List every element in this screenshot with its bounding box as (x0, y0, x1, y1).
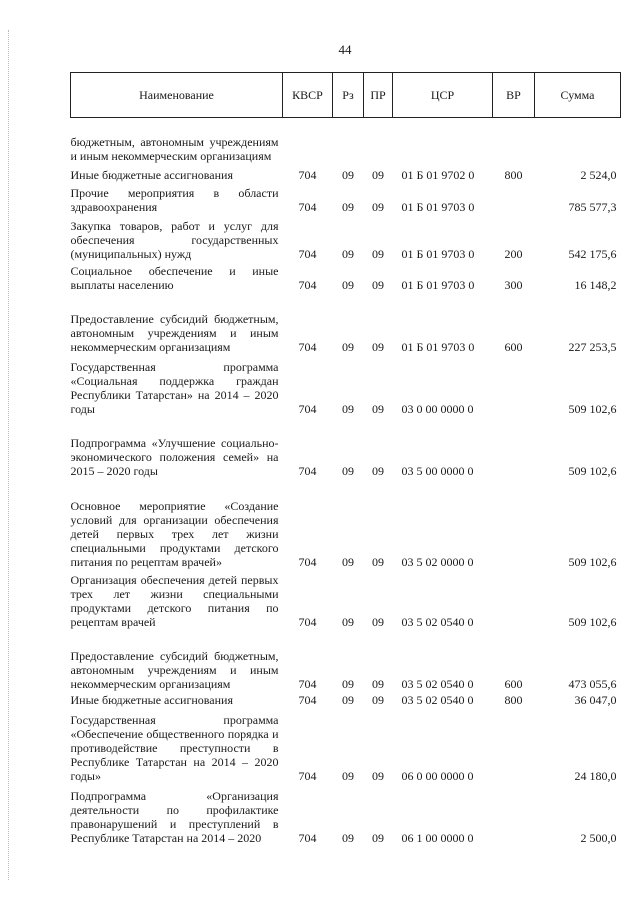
header-vr: ВР (493, 73, 535, 118)
row-sum: 24 180,0 (574, 768, 617, 783)
row-name: Основное мероприятие «Создание условий для организации обеспечения детей первых трех лет жизни специальными продуктами детского питания по рецептам врачей» (70, 498, 279, 569)
row-csr: 06 1 00 0000 0 (401, 830, 474, 845)
row-name: Предоставление субсидий бюджетным, автономным учреждениям и иным некоммерческим организациям (70, 648, 279, 691)
row-vr: 600 (504, 676, 523, 691)
row-rz: 09 (342, 830, 354, 845)
row-kvsr (283, 118, 333, 163)
row-rz (333, 118, 364, 163)
table-row (71, 707, 621, 783)
row-pr: 09 (372, 199, 384, 214)
row-vr: 200 (504, 246, 523, 261)
row-vr (493, 354, 535, 416)
row-pr: 09 (372, 614, 384, 629)
row-rz: 09 (342, 401, 354, 416)
row-kvsr: 704 (298, 614, 317, 629)
header-pr: ПР (364, 73, 393, 118)
row-pr: 09 (372, 676, 384, 691)
row-pr: 09 (372, 277, 384, 292)
row-csr: 03 0 00 0000 0 (401, 401, 474, 416)
row-pr: 09 (372, 463, 384, 478)
header-name: Наименование (71, 73, 283, 118)
row-kvsr: 704 (298, 339, 317, 354)
row-sum: 16 148,2 (574, 277, 617, 292)
row-kvsr: 704 (298, 246, 317, 261)
row-vr (493, 478, 535, 569)
table-row (71, 478, 621, 569)
header-rz: Рз (333, 73, 364, 118)
table-row (71, 292, 621, 354)
table-row (71, 118, 621, 163)
row-csr: 06 0 00 0000 0 (401, 768, 474, 783)
row-sum: 227 253,5 (568, 339, 617, 354)
row-name: Организация обеспечения детей первых трех лет жизни специальными продуктами детского питания по рецептам врачей (70, 572, 279, 629)
row-name: Закупка товаров, работ и услуг для обеспечения государственных (муниципальных) нужд (70, 218, 279, 261)
row-name: Прочие мероприятия в области здравоохранения (70, 185, 279, 214)
row-pr: 09 (372, 246, 384, 261)
row-pr: 09 (372, 554, 384, 569)
table-body (71, 118, 621, 845)
row-name: Предоставление субсидий бюджетным, автономным учреждениям и иным некоммерческим организациям (70, 311, 279, 354)
row-sum: 2 524,0 (580, 167, 617, 182)
row-rz: 09 (342, 463, 354, 478)
row-rz: 09 (342, 614, 354, 629)
row-csr: 01 Б 01 9703 0 (401, 339, 475, 354)
row-vr: 600 (504, 339, 523, 354)
row-rz: 09 (342, 167, 354, 182)
row-csr: 03 5 02 0540 0 (401, 692, 474, 707)
row-pr: 09 (372, 692, 384, 707)
row-sum: 509 102,6 (568, 463, 617, 478)
row-kvsr: 704 (298, 768, 317, 783)
row-pr: 09 (372, 401, 384, 416)
row-vr (493, 707, 535, 783)
row-kvsr: 704 (298, 199, 317, 214)
header-kvsr: КВСР (283, 73, 333, 118)
table-row (71, 354, 621, 416)
row-kvsr: 704 (298, 463, 317, 478)
row-name: бюджетным, автономным учреждениям и иным некоммерческим организациям (70, 134, 279, 163)
table-row (71, 182, 621, 214)
row-pr (364, 118, 393, 163)
row-rz: 09 (342, 554, 354, 569)
row-name: Социальное обеспечение и иные выплаты населению (70, 263, 279, 292)
row-vr: 800 (504, 167, 523, 182)
row-csr: 03 5 00 0000 0 (401, 463, 474, 478)
budget-table (70, 72, 621, 845)
table-row (71, 691, 621, 707)
row-kvsr: 704 (298, 692, 317, 707)
table-row (71, 261, 621, 292)
row-sum: 473 055,6 (568, 676, 617, 691)
row-kvsr: 704 (298, 277, 317, 292)
row-name: Подпрограмма «Улучшение социально-экономического положения семей» на 2015 – 2020 годы (70, 435, 279, 478)
row-sum: 542 175,6 (568, 246, 617, 261)
row-kvsr: 704 (298, 554, 317, 569)
table-row (71, 629, 621, 691)
table-row (71, 569, 621, 629)
row-csr: 01 Б 01 9702 0 (401, 167, 475, 182)
row-csr: 03 5 02 0540 0 (401, 614, 474, 629)
row-rz: 09 (342, 277, 354, 292)
row-rz: 09 (342, 246, 354, 261)
row-name: Иные бюджетные ассигнования (70, 167, 233, 182)
row-sum (535, 118, 621, 163)
row-csr: 01 Б 01 9703 0 (401, 199, 475, 214)
row-vr: 300 (504, 277, 523, 292)
row-sum: 2 500,0 (580, 830, 617, 845)
row-sum: 509 102,6 (568, 614, 617, 629)
row-rz: 09 (342, 692, 354, 707)
row-vr (493, 118, 535, 163)
row-csr: 03 5 02 0000 0 (401, 554, 474, 569)
row-kvsr: 704 (298, 830, 317, 845)
row-vr (493, 783, 535, 845)
row-csr: 03 5 02 0540 0 (401, 676, 474, 691)
header-csr: ЦСР (393, 73, 493, 118)
row-pr: 09 (372, 768, 384, 783)
row-vr (493, 416, 535, 478)
row-rz: 09 (342, 339, 354, 354)
row-name: Государственная программа «Обеспечение общественного порядка и противодействие преступности в Республике Татарстан на 2014 – 2020 годы» (70, 712, 279, 783)
table-row (71, 214, 621, 261)
row-name: Государственная программа «Социальная поддержка граждан Республики Татарстан» на 2014 – 2020 годы (70, 359, 279, 416)
row-pr: 09 (372, 339, 384, 354)
page-number: 44 (338, 42, 352, 57)
row-csr (393, 118, 493, 163)
row-rz: 09 (342, 768, 354, 783)
row-sum: 509 102,6 (568, 401, 617, 416)
header-sum: Сумма (535, 73, 621, 118)
row-sum: 785 577,3 (568, 199, 617, 214)
row-sum: 36 047,0 (574, 692, 617, 707)
row-csr: 01 Б 01 9703 0 (401, 277, 475, 292)
row-kvsr: 704 (298, 401, 317, 416)
row-kvsr: 704 (298, 167, 317, 182)
row-kvsr: 704 (298, 676, 317, 691)
row-pr: 09 (372, 167, 384, 182)
row-vr (493, 569, 535, 629)
row-rz: 09 (342, 199, 354, 214)
scan-edge-marks (8, 30, 11, 880)
row-name: Подпрограмма «Организация деятельности по профилактике правонарушений и преступлений в Республике Татарстан на 2014 – 2020 (70, 788, 279, 845)
table-row (71, 416, 621, 478)
row-vr (493, 182, 535, 214)
row-rz: 09 (342, 676, 354, 691)
row-sum: 509 102,6 (568, 554, 617, 569)
row-pr: 09 (372, 830, 384, 845)
table-header (71, 73, 621, 118)
row-name: Иные бюджетные ассигнования (70, 692, 233, 707)
row-csr: 01 Б 01 9703 0 (401, 246, 475, 261)
table-row (71, 783, 621, 845)
row-vr: 800 (504, 692, 523, 707)
table-row (71, 163, 621, 182)
